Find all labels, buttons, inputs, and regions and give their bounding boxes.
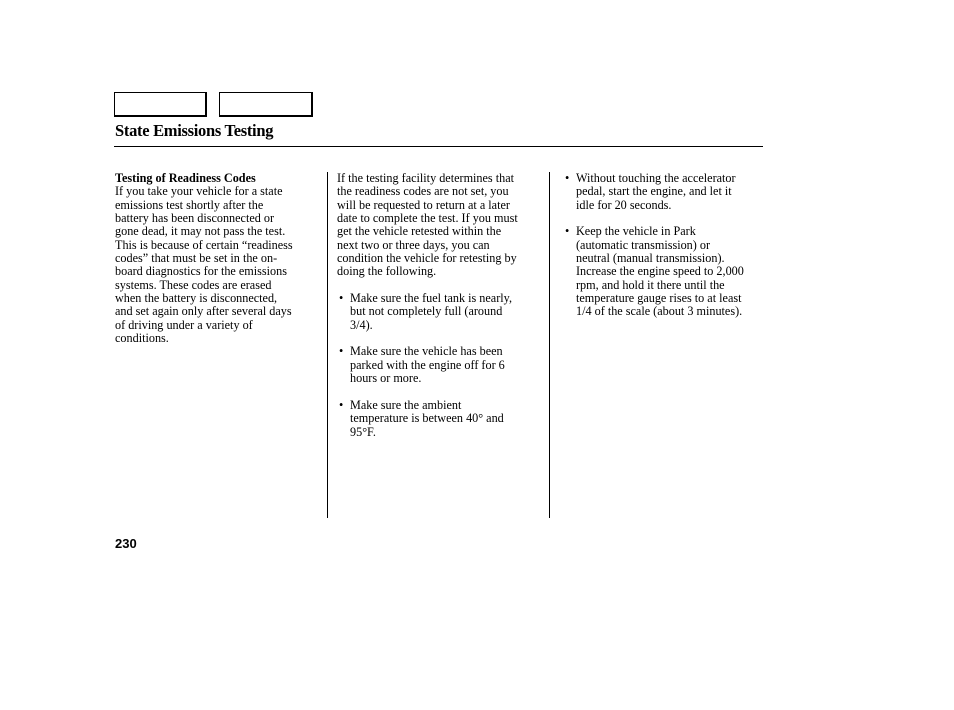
readiness-codes-paragraph: If you take your vehicle for a state emissions test shortly after the battery has been disconnected or gone dead, it may not pass the test. This is because of certain “readiness codes” that must be set in the on- board diagnostics for the emissions systems. These codes are erased when the battery is disconnected, and set again only after several days of driving under a variety of conditions. xyxy=(115,184,293,346)
retesting-intro-paragraph: If the testing facility determines that the readiness codes are not set, you will be requested to return at a later date to complete the test. If you must get the vehicle retested within the next two or three days, you can condition the vehicle for retesting by doing the following. xyxy=(337,171,518,279)
list-item xyxy=(563,225,768,318)
bullet-icon: • xyxy=(565,171,570,185)
bullet-icon: • xyxy=(339,291,344,306)
bullet-icon: • xyxy=(339,344,344,359)
title-rule xyxy=(114,146,763,147)
column-1 xyxy=(115,172,321,345)
next-page-button[interactable] xyxy=(219,92,313,117)
column-divider xyxy=(327,172,328,518)
list-item xyxy=(337,345,547,385)
bullet-icon: • xyxy=(565,224,570,239)
list-item xyxy=(337,292,547,332)
list-item-text: Make sure the ambient temperature is between 40° and 95°F. xyxy=(350,397,504,439)
previous-page-button[interactable] xyxy=(114,92,207,117)
column-divider xyxy=(549,172,550,518)
bullet-icon: • xyxy=(339,397,344,412)
column-3 xyxy=(563,172,768,319)
page-title: State Emissions Testing xyxy=(115,121,274,140)
list-item xyxy=(563,172,768,212)
section-heading: Testing of Readiness Codes xyxy=(115,171,256,185)
list-item-text: Keep the vehicle in Park (automatic transmission) or neutral (manual transmission). Increase the engine speed to 2,000 rpm, and hold it there until the temperature gauge rises to at least 1/4 of the scale (about 3 minutes). xyxy=(576,224,744,319)
list-item xyxy=(337,399,547,439)
page-number: 230 xyxy=(115,536,137,551)
list-item-text: Make sure the vehicle has been parked with the engine off for 6 hours or more. xyxy=(350,344,505,386)
column-2 xyxy=(337,172,547,439)
list-item-text: Without touching the accelerator pedal, start the engine, and let it idle for 20 seconds. xyxy=(576,171,736,212)
list-item-text: Make sure the fuel tank is nearly, but not completely full (around 3/4). xyxy=(350,291,512,332)
